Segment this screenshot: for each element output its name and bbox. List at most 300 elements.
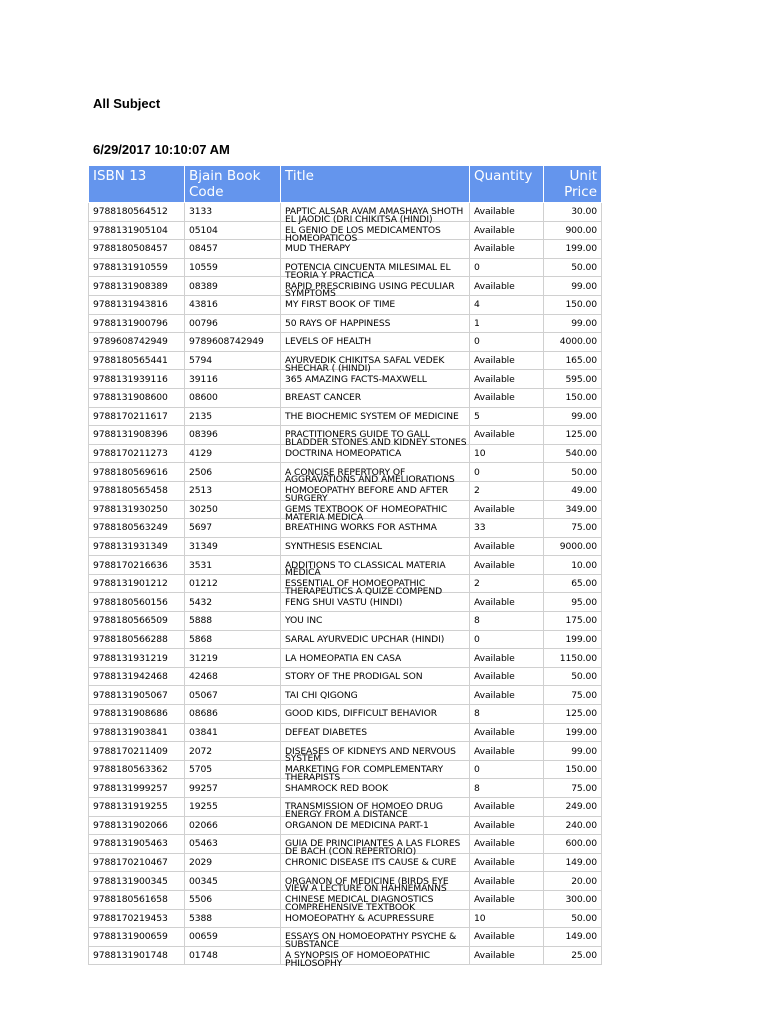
- title-text: MY FIRST BOOK OF TIME: [285, 299, 396, 311]
- title-text: DISEASES OF KIDNEYS AND NERVOUS: [285, 745, 456, 757]
- title-text: PAPTIC ALSAR AVAM AMASHAYA SHOTH: [285, 206, 464, 218]
- title-cell: [281, 314, 470, 333]
- quantity-text: Available: [474, 950, 515, 962]
- isbn-text: 9788131900796: [93, 317, 168, 329]
- quantity-text: Available: [474, 280, 515, 292]
- quantity-cell: [470, 909, 544, 928]
- title-overflow-text: THERAPEUTICS A QUIZE COMPEND: [285, 585, 443, 597]
- quantity-text: Available: [474, 801, 515, 813]
- quantity-text: Available: [474, 429, 515, 441]
- title-cell: [281, 649, 470, 668]
- title-text: CHRONIC DISEASE ITS CAUSE & CURE: [285, 857, 457, 869]
- book-code-text: 3531: [189, 559, 212, 571]
- title-text: CHINESE MEDICAL DIAGNOSTICS: [285, 894, 434, 906]
- book-code-cell: [185, 351, 281, 370]
- unit-price-text: 199.00: [565, 243, 597, 255]
- quantity-cell: [470, 630, 544, 649]
- unit-price-text: 150.00: [565, 764, 597, 776]
- unit-price-text: 50.00: [571, 912, 597, 924]
- unit-price-cell: [544, 388, 602, 407]
- book-code-cell: [185, 593, 281, 612]
- isbn-cell: [89, 909, 185, 928]
- unit-price-cell: [544, 463, 602, 482]
- isbn-text: 9788180566288: [93, 633, 168, 645]
- quantity-text: 10: [474, 448, 486, 460]
- isbn-text: 9788131905067: [93, 689, 168, 701]
- book-code-cell: [185, 258, 281, 277]
- isbn-cell: [89, 221, 185, 240]
- book-code-text: 03841: [189, 726, 218, 738]
- title-text: GUIA DE PRINCIPIANTES A LAS FLORES: [285, 838, 461, 850]
- unit-price-text: 165.00: [565, 355, 597, 367]
- isbn-text: 9788131901748: [93, 950, 168, 962]
- book-code-cell: [185, 370, 281, 389]
- title-overflow-text: AGGRAVATIONS AND AMELIORATIONS: [285, 474, 455, 486]
- book-code-cell: [185, 630, 281, 649]
- isbn-text: 9788131931219: [93, 652, 168, 664]
- book-code-cell: [185, 686, 281, 705]
- book-code-text: 9789608742949: [189, 336, 264, 348]
- quantity-cell: [470, 946, 544, 965]
- book-code-cell: [185, 240, 281, 259]
- unit-price-cell: [544, 723, 602, 742]
- unit-price-cell: [544, 240, 602, 259]
- book-code-cell: [185, 835, 281, 854]
- title-text: DEFEAT DIABETES: [285, 726, 367, 738]
- unit-price-cell: [544, 909, 602, 928]
- quantity-text: Available: [474, 745, 515, 757]
- table-row: [89, 649, 602, 668]
- quantity-text: Available: [474, 894, 515, 906]
- unit-price-cell: [544, 742, 602, 761]
- title-overflow-text: PHILOSOPHY: [285, 957, 343, 969]
- book-code-cell: [185, 388, 281, 407]
- table-row: [89, 426, 602, 445]
- isbn-text: 9788131900345: [93, 875, 168, 887]
- unit-price-text: 10.00: [571, 559, 597, 571]
- book-code-text: 00796: [189, 317, 218, 329]
- table-row: [89, 314, 602, 333]
- isbn-cell: [89, 351, 185, 370]
- book-code-text: 99257: [189, 782, 218, 794]
- quantity-cell: [470, 240, 544, 259]
- quantity-text: 33: [474, 522, 486, 534]
- book-code-cell: [185, 426, 281, 445]
- isbn-cell: [89, 593, 185, 612]
- isbn-cell: [89, 463, 185, 482]
- unit-price-text: 175.00: [565, 615, 597, 627]
- title-cell: [281, 686, 470, 705]
- quantity-cell: [470, 760, 544, 779]
- title-cell: [281, 928, 470, 951]
- book-code-text: 2506: [189, 466, 212, 478]
- isbn-cell: [89, 723, 185, 742]
- unit-price-text: 99.00: [571, 317, 597, 329]
- isbn-text: 9788180563362: [93, 764, 168, 776]
- book-code-cell: [185, 909, 281, 928]
- quantity-cell: [470, 314, 544, 333]
- title-overflow-text: SUBSTANCE: [285, 939, 339, 951]
- book-code-text: 08389: [189, 280, 218, 292]
- table-header-row: [89, 166, 602, 203]
- book-code-cell: [185, 500, 281, 519]
- isbn-text: 9788180560156: [93, 596, 168, 608]
- isbn-cell: [89, 612, 185, 631]
- isbn-cell: [89, 444, 185, 463]
- quantity-cell: [470, 928, 544, 947]
- unit-price-text: 4000.00: [559, 336, 597, 348]
- isbn-text: 9788131900659: [93, 931, 168, 943]
- title-cell: [281, 742, 470, 765]
- quantity-text: Available: [474, 243, 515, 255]
- title-cell: [281, 556, 470, 579]
- book-code-cell: [185, 519, 281, 538]
- isbn-text: 9788131999257: [93, 782, 168, 794]
- quantity-cell: [470, 593, 544, 612]
- quantity-cell: [470, 444, 544, 463]
- isbn-text: 9788131930250: [93, 503, 168, 515]
- isbn-text: 9788180565441: [93, 355, 168, 367]
- unit-price-text: 349.00: [565, 503, 597, 515]
- unit-price-cell: [544, 221, 602, 240]
- isbn-text: 9788170210467: [93, 857, 168, 869]
- title-overflow-text: THERAPISTS: [285, 771, 341, 783]
- unit-price-text: 249.00: [565, 801, 597, 813]
- book-code-text: 5697: [189, 522, 212, 534]
- book-code-cell: [185, 481, 281, 500]
- title-text: ORGANON DE MEDICINA PART-1: [285, 819, 429, 831]
- page-title: All Subject: [93, 96, 161, 111]
- title-text: EL GENIO DE LOS MEDICAMENTOS: [285, 224, 441, 236]
- isbn-cell: [89, 519, 185, 538]
- quantity-text: Available: [474, 838, 515, 850]
- table-row: [89, 760, 602, 779]
- unit-price-text: 50.00: [571, 466, 597, 478]
- title-overflow-text: MATERIA MEDICA: [285, 511, 364, 523]
- isbn-text: 9788180566509: [93, 615, 168, 627]
- title-cell: [281, 705, 470, 724]
- isbn-text: 9788131902066: [93, 819, 168, 831]
- book-code-cell: [185, 333, 281, 352]
- book-code-text: 5432: [189, 596, 212, 608]
- isbn-text: 9788131908389: [93, 280, 168, 292]
- quantity-cell: [470, 351, 544, 370]
- isbn-text: 9788131939116: [93, 373, 168, 385]
- title-text: TAI CHI QIGONG: [285, 689, 358, 701]
- title-overflow-text: SYMPTOMS: [285, 288, 336, 300]
- table-row: [89, 295, 602, 314]
- book-code-text: 4129: [189, 448, 212, 460]
- quantity-cell: [470, 742, 544, 761]
- isbn-text: 9788131942468: [93, 671, 168, 683]
- book-code-cell: [185, 407, 281, 426]
- unit-price-text: 540.00: [565, 448, 597, 460]
- title-text: AYURVEDIK CHIKITSA SAFAL VEDEK: [285, 355, 445, 367]
- table-row: [89, 779, 602, 798]
- quantity-text: Available: [474, 875, 515, 887]
- quantity-text: 5: [474, 410, 480, 422]
- title-cell: [281, 407, 470, 426]
- isbn-cell: [89, 890, 185, 909]
- title-text: SARAL AYURVEDIC UPCHAR (HINDI): [285, 633, 445, 645]
- unit-price-text: 125.00: [565, 429, 597, 441]
- book-code-text: 10559: [189, 262, 218, 274]
- unit-price-cell: [544, 444, 602, 463]
- title-cell: [281, 667, 470, 686]
- quantity-text: Available: [474, 540, 515, 552]
- quantity-cell: [470, 537, 544, 556]
- isbn-cell: [89, 500, 185, 519]
- title-cell: [281, 798, 470, 820]
- unit-price-text: 199.00: [565, 726, 597, 738]
- title-cell: [281, 630, 470, 649]
- isbn-cell: [89, 686, 185, 705]
- isbn-cell: [89, 537, 185, 556]
- quantity-cell: [470, 370, 544, 389]
- book-code-text: 31219: [189, 652, 218, 664]
- isbn-text: 9788131903841: [93, 726, 168, 738]
- quantity-cell: [470, 407, 544, 426]
- book-code-cell: [185, 928, 281, 947]
- title-text: ESSENTIAL OF HOMOEOPATHIC: [285, 578, 426, 590]
- isbn-cell: [89, 203, 185, 222]
- unit-price-cell: [544, 277, 602, 296]
- quantity-text: 2: [474, 578, 480, 590]
- table-row: [89, 333, 602, 352]
- isbn-text: 9788170216636: [93, 559, 168, 571]
- quantity-cell: [470, 705, 544, 724]
- title-text: THE BIOCHEMIC SYSTEM OF MEDICINE: [285, 410, 459, 422]
- unit-price-cell: [544, 630, 602, 649]
- title-text: ORGANON OF MEDICINE (BIRDS EYE: [285, 875, 449, 887]
- unit-price-text: 9000.00: [559, 540, 597, 552]
- isbn-text: 9788131905463: [93, 838, 168, 850]
- quantity-cell: [470, 463, 544, 482]
- quantity-cell: [470, 500, 544, 519]
- quantity-text: 0: [474, 466, 480, 478]
- unit-price-cell: [544, 370, 602, 389]
- quantity-text: Available: [474, 373, 515, 385]
- quantity-cell: [470, 779, 544, 798]
- isbn-cell: [89, 630, 185, 649]
- quantity-text: 0: [474, 336, 480, 348]
- unit-price-cell: [544, 816, 602, 835]
- book-code-cell: [185, 890, 281, 909]
- unit-price-text: 75.00: [571, 522, 597, 534]
- unit-price-text: 99.00: [571, 745, 597, 757]
- unit-price-cell: [544, 779, 602, 798]
- quantity-cell: [470, 277, 544, 296]
- table-row: [89, 351, 602, 370]
- unit-price-cell: [544, 649, 602, 668]
- isbn-text: 9788131919255: [93, 801, 168, 813]
- unit-price-text: 49.00: [571, 485, 597, 497]
- unit-price-cell: [544, 537, 602, 556]
- unit-price-cell: [544, 686, 602, 705]
- book-code-cell: [185, 853, 281, 872]
- quantity-text: Available: [474, 931, 515, 943]
- table-row: [89, 556, 602, 575]
- table-row: [89, 946, 602, 965]
- table-row: [89, 258, 602, 277]
- table-row: [89, 407, 602, 426]
- title-overflow-text: BLADDER STONES AND KIDNEY STONES: [285, 437, 467, 449]
- isbn-text: 9788170219453: [93, 912, 168, 924]
- isbn-cell: [89, 295, 185, 314]
- book-code-text: 30250: [189, 503, 218, 515]
- book-code-text: 5888: [189, 615, 212, 627]
- title-text: MARKETING FOR COMPLEMENTARY: [285, 764, 444, 776]
- quantity-text: Available: [474, 224, 515, 236]
- book-code-text: 31349: [189, 540, 218, 552]
- title-text: MUD THERAPY: [285, 243, 351, 255]
- title-cell: [281, 463, 470, 486]
- quantity-cell: [470, 295, 544, 314]
- unit-price-text: 99.00: [571, 410, 597, 422]
- unit-price-cell: [544, 574, 602, 593]
- column-header-quantity: Quantity: [470, 166, 544, 203]
- quantity-text: 8: [474, 708, 480, 720]
- quantity-cell: [470, 798, 544, 817]
- isbn-cell: [89, 705, 185, 724]
- title-text: FENG SHUI VASTU (HINDI): [285, 596, 403, 608]
- title-text: TRANSMISSION OF HOMOEO DRUG: [285, 801, 443, 813]
- quantity-text: 1: [474, 317, 480, 329]
- unit-price-cell: [544, 872, 602, 891]
- isbn-cell: [89, 928, 185, 947]
- title-text: GOOD KIDS, DIFFICULT BEHAVIOR: [285, 708, 438, 720]
- isbn-text: 9788131908686: [93, 708, 168, 720]
- table-row: [89, 686, 602, 705]
- title-text: LA HOMEOPATIA EN CASA: [285, 652, 402, 664]
- book-code-text: 00659: [189, 931, 218, 943]
- isbn-cell: [89, 760, 185, 779]
- unit-price-cell: [544, 835, 602, 854]
- unit-price-cell: [544, 593, 602, 612]
- unit-price-cell: [544, 946, 602, 965]
- book-code-cell: [185, 742, 281, 761]
- title-overflow-text: HOMEOPATICOS: [285, 232, 358, 244]
- book-code-cell: [185, 798, 281, 817]
- unit-price-text: 50.00: [571, 671, 597, 683]
- isbn-text: 9788180508457: [93, 243, 168, 255]
- isbn-text: 9788180565458: [93, 485, 168, 497]
- quantity-cell: [470, 519, 544, 538]
- quantity-text: Available: [474, 206, 515, 218]
- book-code-cell: [185, 444, 281, 463]
- isbn-cell: [89, 426, 185, 445]
- book-code-cell: [185, 221, 281, 240]
- title-overflow-text: DE BACH (CON REPERTORIO): [285, 846, 417, 858]
- quantity-text: Available: [474, 596, 515, 608]
- quantity-text: 8: [474, 615, 480, 627]
- table-row: [89, 667, 602, 686]
- book-code-text: 02066: [189, 819, 218, 831]
- unit-price-text: 900.00: [565, 224, 597, 236]
- title-cell: [281, 835, 470, 858]
- column-header-book-code: Bjain Book Code: [185, 166, 281, 203]
- title-overflow-text: EL JAODIC (DRI CHIKITSA (HINDI): [285, 214, 433, 225]
- title-cell: [281, 351, 470, 374]
- book-code-cell: [185, 872, 281, 891]
- unit-price-cell: [544, 500, 602, 519]
- isbn-cell: [89, 333, 185, 352]
- isbn-cell: [89, 388, 185, 407]
- quantity-text: 4: [474, 299, 480, 311]
- quantity-text: 8: [474, 782, 480, 794]
- unit-price-cell: [544, 407, 602, 426]
- isbn-cell: [89, 853, 185, 872]
- quantity-cell: [470, 853, 544, 872]
- book-code-text: 5705: [189, 764, 212, 776]
- unit-price-text: 1150.00: [559, 652, 597, 664]
- isbn-cell: [89, 779, 185, 798]
- book-code-text: 08396: [189, 429, 218, 441]
- isbn-text: 9788180561658: [93, 894, 168, 906]
- title-text: DOCTRINA HOMEOPATICA: [285, 448, 402, 460]
- unit-price-text: 75.00: [571, 782, 597, 794]
- book-code-text: 01748: [189, 950, 218, 962]
- table-row: [89, 463, 602, 482]
- unit-price-cell: [544, 890, 602, 909]
- title-cell: [281, 537, 470, 556]
- unit-price-text: 125.00: [565, 708, 597, 720]
- quantity-text: Available: [474, 355, 515, 367]
- unit-price-text: 65.00: [571, 578, 597, 590]
- unit-price-cell: [544, 853, 602, 872]
- unit-price-cell: [544, 258, 602, 277]
- title-cell: [281, 388, 470, 407]
- book-code-cell: [185, 667, 281, 686]
- isbn-cell: [89, 835, 185, 854]
- isbn-text: 9788131943816: [93, 299, 168, 311]
- isbn-cell: [89, 240, 185, 259]
- title-overflow-text: COMPREHENSIVE TEXTBOOK: [285, 901, 416, 913]
- quantity-cell: [470, 890, 544, 909]
- book-code-text: 2513: [189, 485, 212, 497]
- isbn-cell: [89, 574, 185, 593]
- title-overflow-text: SURGERY: [285, 492, 328, 504]
- quantity-cell: [470, 574, 544, 593]
- quantity-cell: [470, 481, 544, 500]
- quantity-cell: [470, 333, 544, 352]
- column-header-unit-price: Unit Price: [544, 166, 602, 203]
- book-code-text: 05463: [189, 838, 218, 850]
- isbn-cell: [89, 314, 185, 333]
- unit-price-text: 600.00: [565, 838, 597, 850]
- book-code-cell: [185, 314, 281, 333]
- quantity-cell: [470, 388, 544, 407]
- isbn-text: 9788131910559: [93, 262, 168, 274]
- quantity-cell: [470, 258, 544, 277]
- unit-price-text: 50.00: [571, 262, 597, 274]
- unit-price-cell: [544, 928, 602, 947]
- book-code-text: 5388: [189, 912, 212, 924]
- book-code-cell: [185, 537, 281, 556]
- quantity-text: Available: [474, 503, 515, 515]
- isbn-text: 9788131931349: [93, 540, 168, 552]
- book-code-text: 5506: [189, 894, 212, 906]
- unit-price-cell: [544, 314, 602, 333]
- quantity-cell: [470, 612, 544, 631]
- quantity-cell: [470, 221, 544, 240]
- quantity-text: Available: [474, 689, 515, 701]
- quantity-text: 0: [474, 764, 480, 776]
- title-cell: [281, 872, 470, 895]
- quantity-text: Available: [474, 559, 515, 571]
- title-text: RAPID PRESCRIBING USING PECULIAR: [285, 280, 455, 292]
- quantity-cell: [470, 426, 544, 445]
